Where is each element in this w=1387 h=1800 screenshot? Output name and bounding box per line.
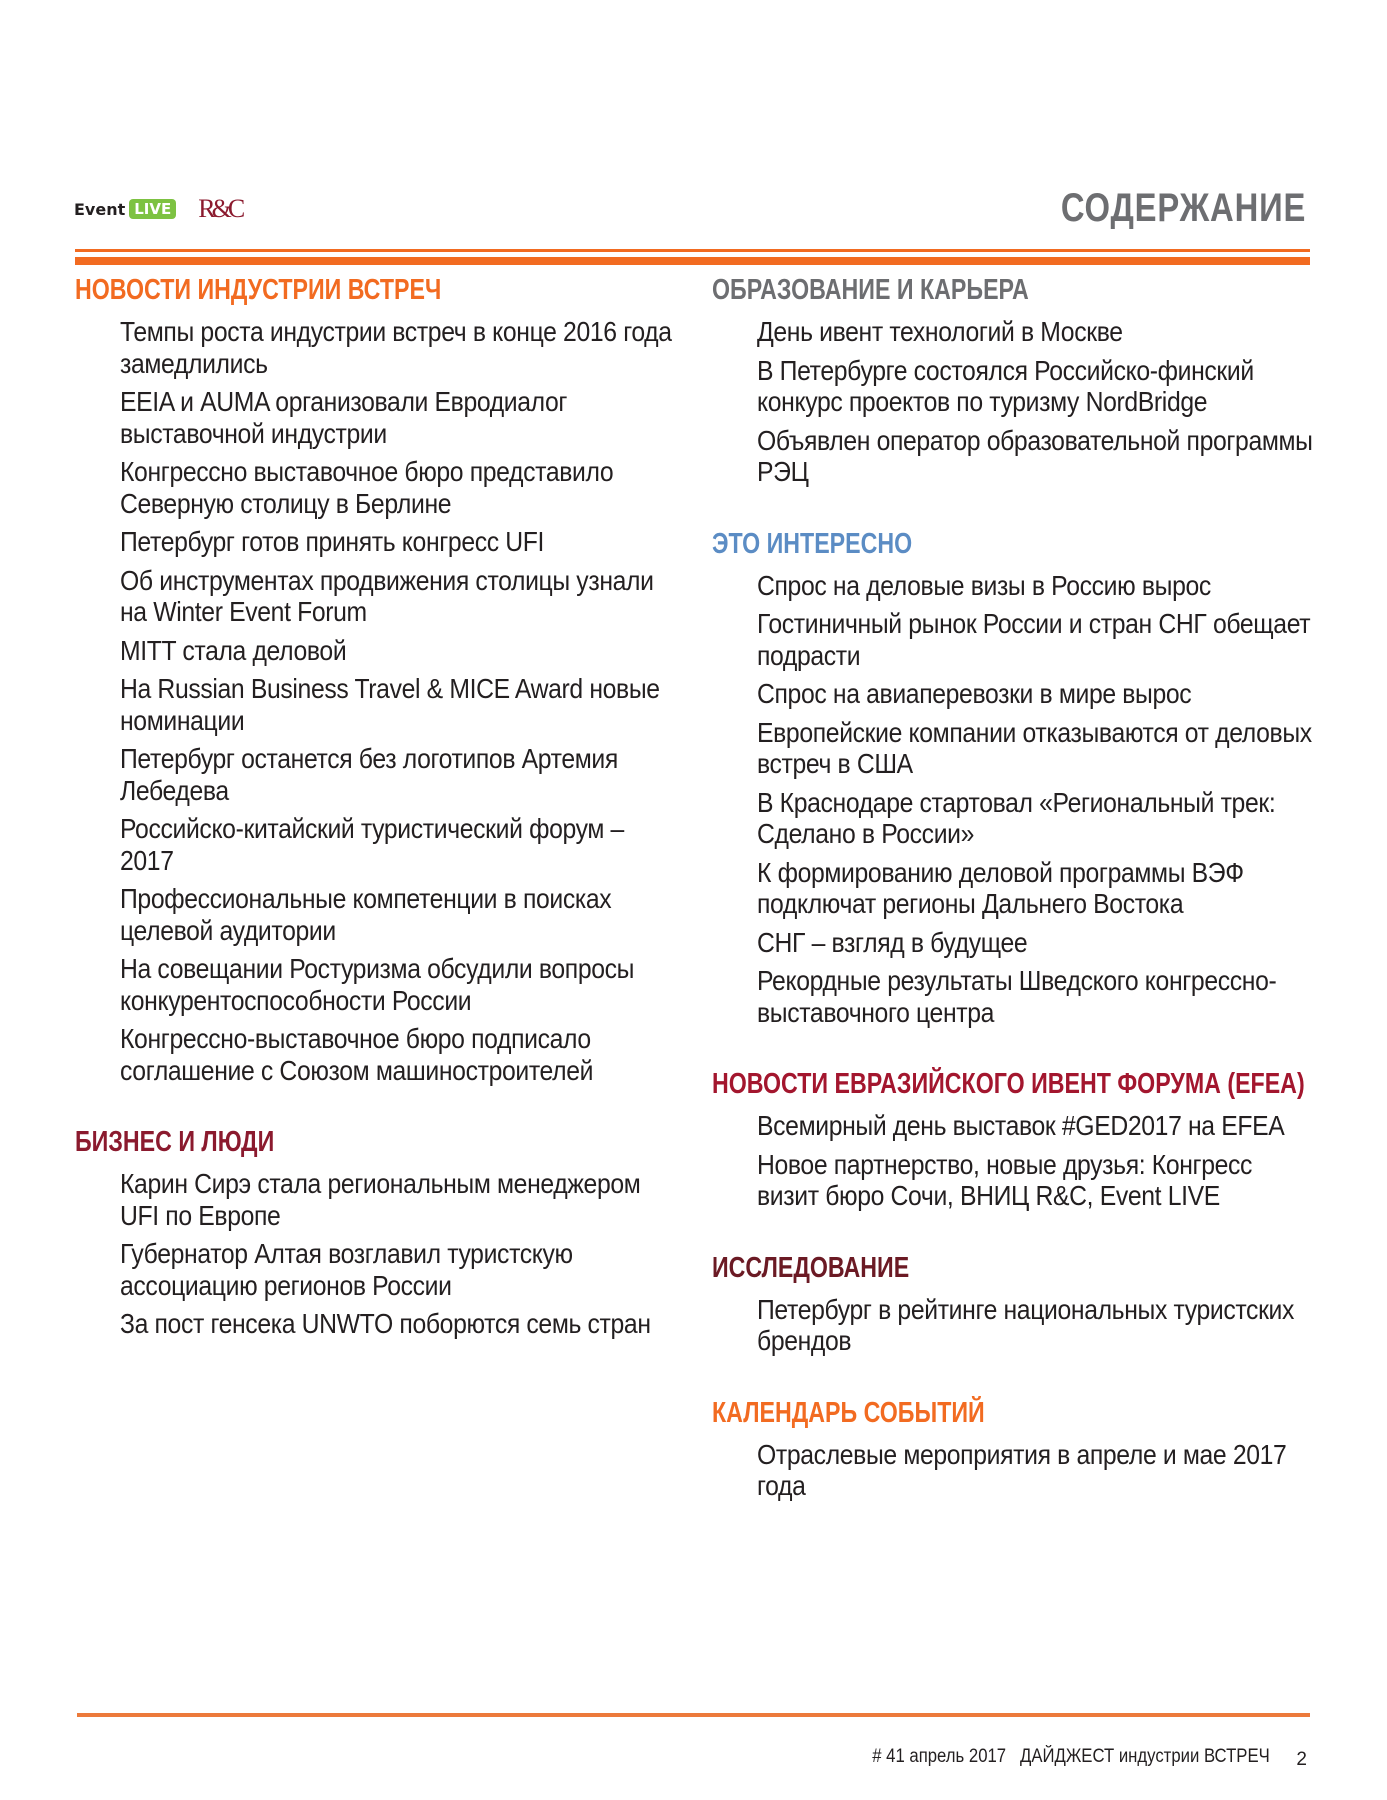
section-heading: ЭТО ИНТЕРЕСНО [712,527,913,560]
toc-link[interactable]: Спрос на авиаперевозки в мире вырос [757,678,1192,709]
toc-link[interactable]: Всемирный день выставок #GED2017 на EFEA [757,1110,1285,1141]
toc-link[interactable]: Петербург останется без логотипов Артемия Лебедева [120,743,618,806]
toc-link[interactable]: К формированию деловой программы ВЭФ подключат регионы Дальнего Востока [757,856,1244,919]
toc-link[interactable]: Российско-китайский туристический форум – 2017 [120,813,624,876]
section-heading: ОБРАЗОВАНИЕ И КАРЬЕРА [712,274,1029,306]
toc-link[interactable]: День ивент технологий в Москве [757,316,1123,347]
left-column [75,272,675,1378]
toc-section [712,1395,1312,1502]
footer-issue: # 41 апрель 2017 ДАЙДЖЕСТ индустрии ВСТРЕЧ [872,1746,1270,1767]
right-column [712,272,1312,1540]
event-live-logo [74,199,176,219]
toc-link[interactable]: Петербург готов принять конгресс UFI [120,526,545,557]
toc-link[interactable]: В Краснодаре стартовал «Региональный трек: Сделано в России» [757,786,1276,849]
toc-link[interactable]: Отраслевые мероприятия в апреле и мае 2017 года [757,1438,1287,1501]
toc-link[interactable]: EEIA и AUMA организовали Евродиалог выставочной индустрии [120,386,568,449]
toc-link[interactable]: Петербург в рейтинге национальных туристских брендов [757,1293,1295,1356]
section-heading: КАЛЕНДАРЬ СОБЫТИЙ [712,1396,985,1429]
page-number: 2 [1296,1749,1307,1770]
section-heading: НОВОСТИ ИНДУСТРИИ ВСТРЕЧ [75,274,442,306]
toc-link[interactable]: Губернатор Алтая возглавил туристскую ассоциацию регионов России [120,1238,573,1301]
toc-section [712,272,1312,488]
logo-event-text: Event [74,199,126,219]
toc-link[interactable]: Конгрессно-выставочное бюро подписало соглашение с Союзом машиностроителей [120,1023,594,1086]
toc-link[interactable]: СНГ – взгляд в будущее [757,926,1028,958]
section-heading: БИЗНЕС И ЛЮДИ [75,1126,275,1158]
toc-link[interactable]: За пост генсека UNWTO поборются семь стран [120,1308,651,1339]
toc-link[interactable]: Спрос на деловые визы в Россию вырос [757,569,1211,601]
footer-divider [77,1713,1310,1717]
section-heading: ИССЛЕДОВАНИЕ [712,1251,910,1284]
toc-link[interactable]: Темпы роста индустрии встреч в конце 2016 года замедлились [120,316,672,379]
logos [74,196,241,222]
toc-link[interactable]: Новое партнерство, новые друзья: Конгресс визит бюро Сочи, ВНИЦ R&C, Event LIVE [757,1148,1253,1211]
toc-link[interactable]: Об инструментах продвижения столицы узнали на Winter Event Forum [120,564,654,627]
toc-link[interactable]: Конгрессно выставочное бюро представило Северную столицу в Берлине [120,456,614,519]
logo-live-badge: LIVE [129,199,176,219]
toc-link[interactable]: MITT стала деловой [120,634,347,666]
toc-section [75,272,675,1086]
toc-link[interactable]: Гостиничный рынок России и стран СНГ обещает подрасти [757,608,1311,671]
toc-section [712,526,1312,1029]
toc-link[interactable]: Профессиональные компетенции в поисках целевой аудитории [120,883,612,946]
toc-link[interactable]: Карин Сирэ стала региональным менеджером UFI по Европе [120,1168,641,1231]
rc-logo: R&C [198,194,242,223]
toc-link[interactable]: Рекордные результаты Шведского конгрессно-выставочного центра [757,965,1277,1028]
toc-section [712,1250,1312,1357]
toc-section [75,1124,675,1340]
toc-section [712,1066,1312,1212]
header-divider-thick [75,257,1310,265]
toc-link[interactable]: Европейские компании отказываются от деловых встреч в США [757,716,1312,779]
toc-link[interactable]: На совещании Ростуризма обсудили вопросы конкурентоспособности России [120,953,635,1016]
toc-link[interactable]: В Петербурге состоялся Российско-финский конкурс проектов по туризму NordBridge [757,354,1254,417]
toc-link[interactable]: Объявлен оператор образовательной программы РЭЦ [757,424,1313,487]
page-title: СОДЕРЖАНИЕ [1060,186,1306,230]
header-divider-thin [75,249,1310,252]
section-heading: НОВОСТИ ЕВРАЗИЙСКОГО ИВЕНТ ФОРУМА (EFEA) [712,1068,1305,1100]
toc-link[interactable]: На Russian Business Travel & MICE Award новые номинации [120,673,660,736]
